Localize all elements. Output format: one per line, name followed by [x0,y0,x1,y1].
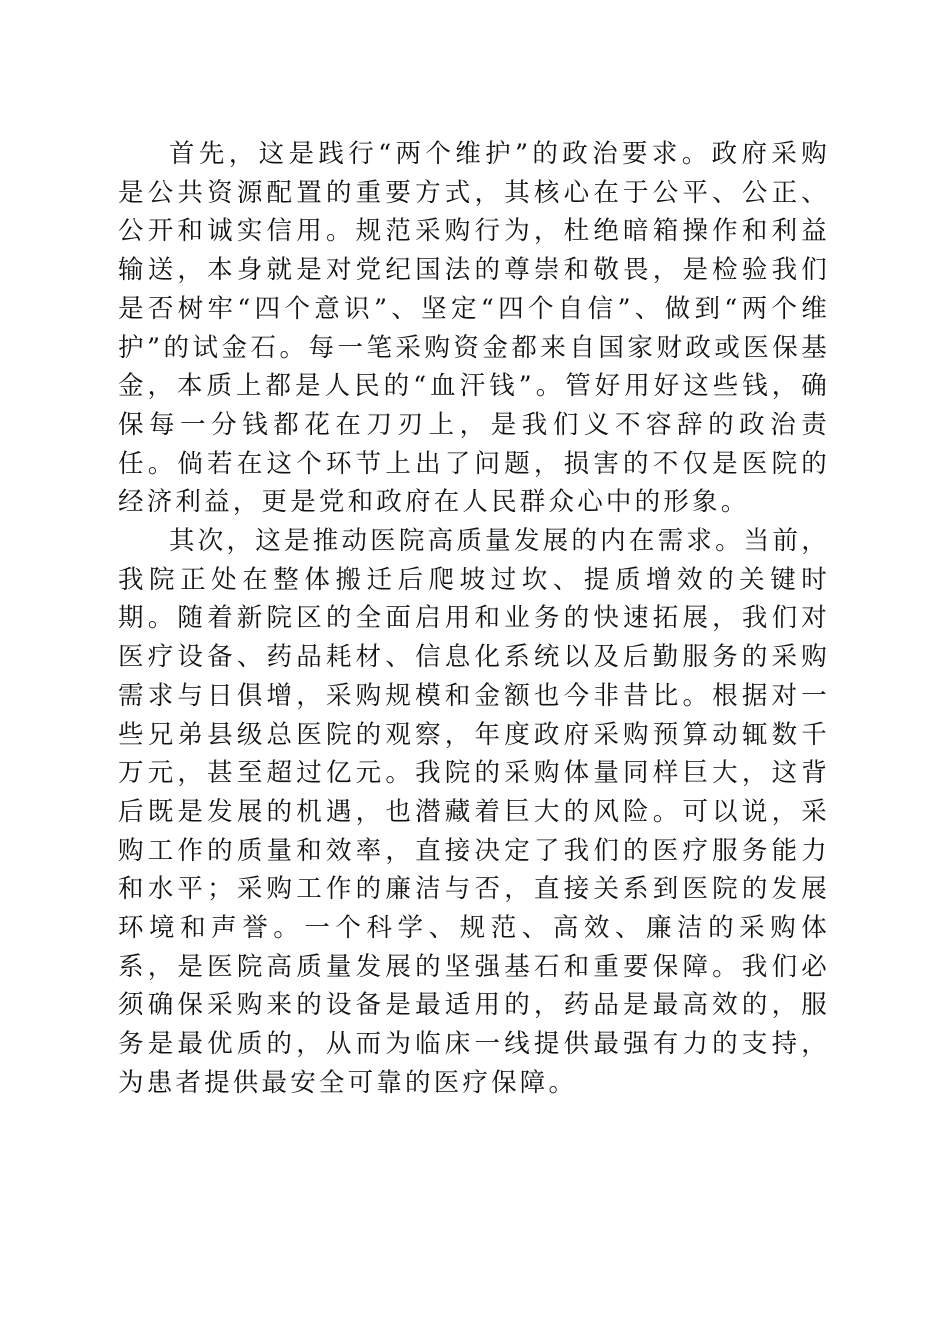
paragraph-political-requirement: 首先，这是践行“两个维护”的政治要求。政府采购是公共资源配置的重要方式，其核心在于公平、公正、公开和诚实信用。规范采购行为，杜绝暗箱操作和利益输送，本身就是对党纪国法的尊崇和敬畏，是检验我们是否树牢“四个意识”、坚定“四个自信”、做到“两个维护”的试金石。每一笔采购资金都来自国家财政或医保基金，本质上都是人民的“血汗钱”。管好用好这些钱，确保每一分钱都花在刀刃上，是我们义不容辞的政治责任。倘若在这个环节上出了问题，损害的不仅是医院的经济利益，更是党和政府在人民群众心中的形象。 [118,139,830,518]
document-body [118,135,830,1103]
paragraph-development-need: 其次，这是推动医院高质量发展的内在需求。当前，我院正处在整体搬迁后爬坡过坎、提质增效的关键时期。随着新院区的全面启用和业务的快速拓展，我们对医疗设备、药品耗材、信息化系统以及后勤服务的采购需求与日俱增，采购规模和金额也今非昔比。根据对一些兄弟县级总医院的观察，年度政府采购预算动辄数千万元，甚至超过亿元。我院的采购体量同样巨大，这背后既是发展的机遇，也潜藏着巨大的风险。可以说，采购工作的质量和效率，直接决定了我们的医疗服务能力和水平；采购工作的廉洁与否，直接关系到医院的发展环境和声誉。一个科学、规范、高效、廉洁的采购体系，是医院高质量发展的坚强基石和重要保障。我们必须确保采购来的设备是最适用的，药品是最高效的，服务是最优质的，从而为临床一线提供最强有力的支持，为患者提供最安全可靠的医疗保障。 [118,526,830,1098]
